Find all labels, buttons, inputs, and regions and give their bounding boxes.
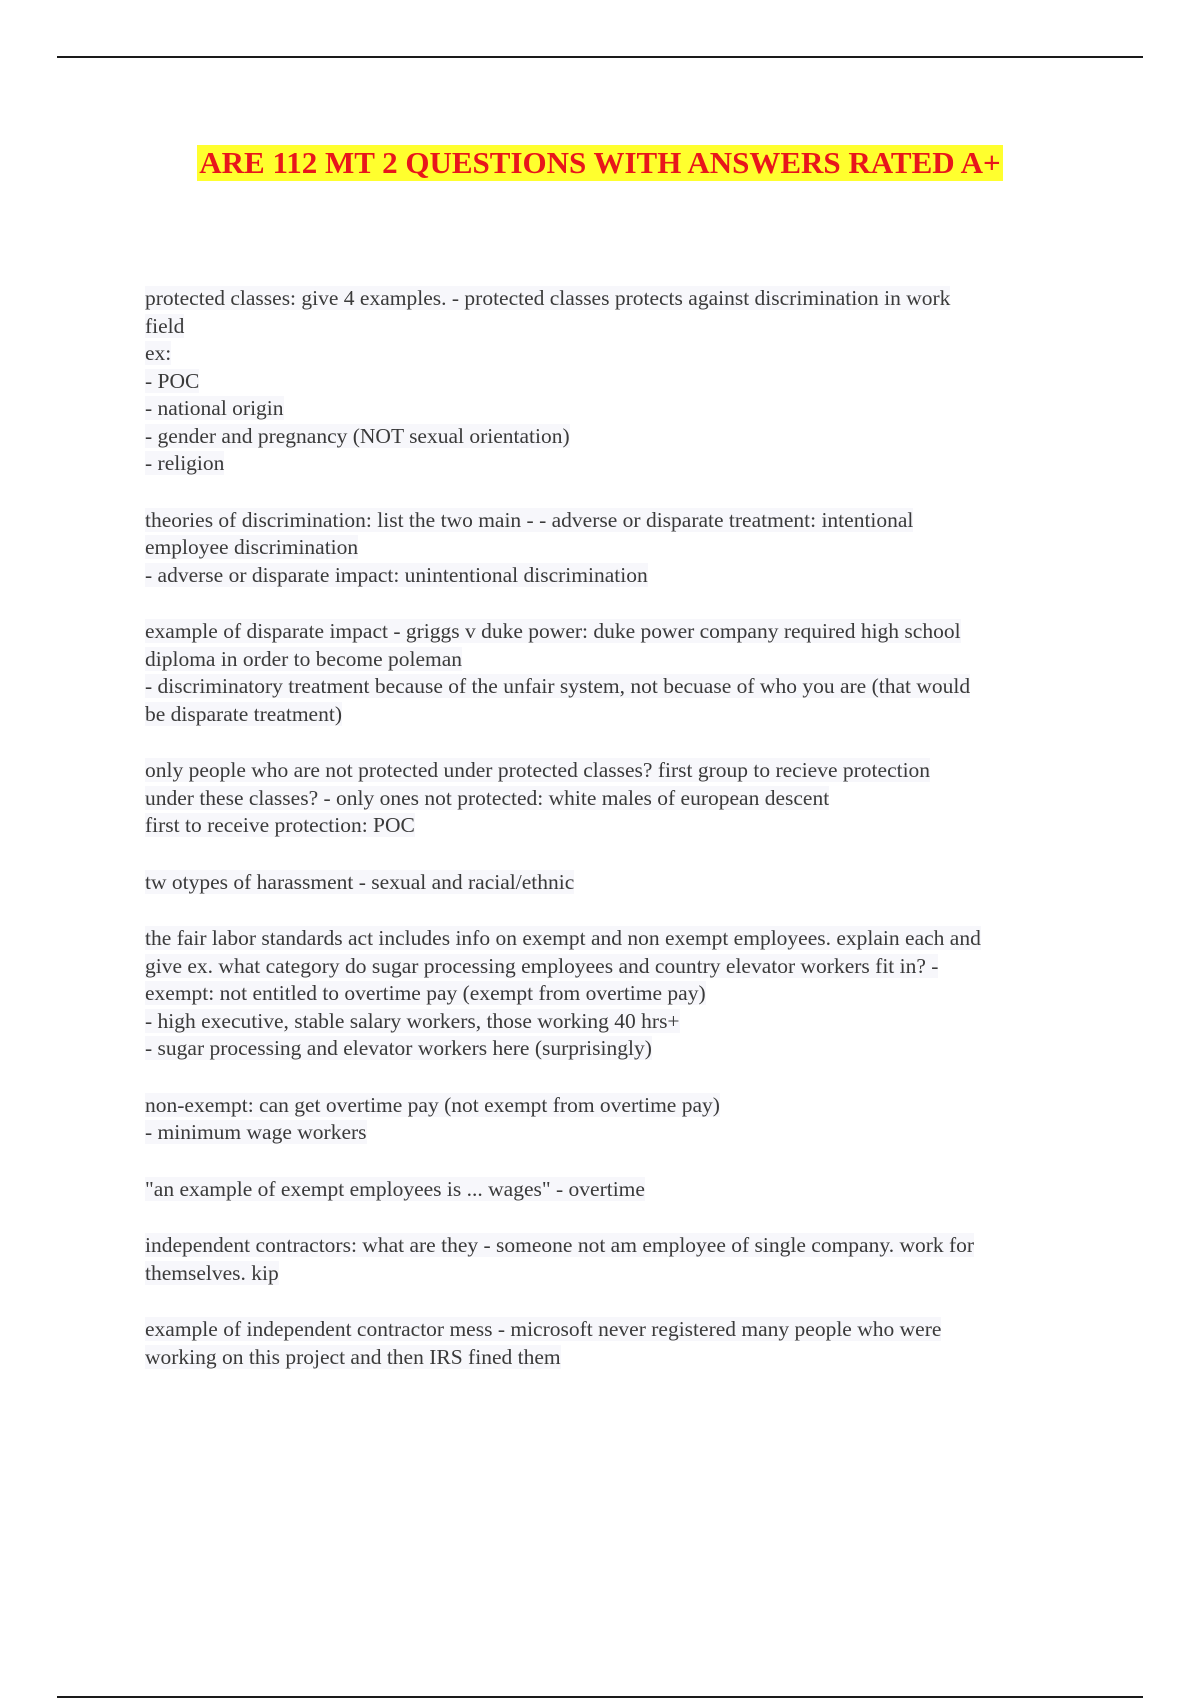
qa-block bbox=[145, 869, 1090, 897]
text-line bbox=[145, 673, 1090, 701]
text-line bbox=[145, 313, 1090, 341]
text-line-content: field bbox=[145, 313, 185, 338]
text-line bbox=[145, 562, 1090, 590]
text-line bbox=[145, 869, 1090, 897]
text-line bbox=[145, 395, 1090, 423]
text-line-content: - high executive, stable salary workers, those working 40 hrs+ bbox=[145, 1008, 680, 1033]
text-line-content: example of independent contractor mess - microsoft never registered many people who were bbox=[145, 1317, 942, 1341]
text-line-content: working on this project and then IRS fined them bbox=[145, 1344, 561, 1369]
text-line bbox=[145, 812, 1090, 840]
qa-block bbox=[145, 618, 1090, 728]
text-line-content: diploma in order to become poleman bbox=[145, 646, 463, 671]
qa-block bbox=[145, 1232, 1090, 1287]
text-line-content: first to receive protection: POC bbox=[145, 813, 415, 837]
text-line-content: - discriminatory treatment because of the unfair system, not becuase of who you are (that would bbox=[145, 674, 971, 698]
text-line-content: - religion bbox=[145, 451, 225, 475]
text-line bbox=[145, 1176, 1090, 1204]
text-line-content: ex: bbox=[145, 341, 172, 365]
text-line-content: themselves. kip bbox=[145, 1260, 279, 1285]
text-line-content: "an example of exempt employees is ... wages" - overtime bbox=[145, 1176, 645, 1201]
text-line bbox=[145, 1092, 1090, 1120]
text-line-content: example of disparate impact - griggs v duke power: duke power company required high school bbox=[145, 619, 961, 643]
text-line-content: protected classes: give 4 examples. - protected classes protects against discrimination in work bbox=[145, 286, 951, 310]
document-body bbox=[145, 285, 1090, 1400]
text-line-content: - minimum wage workers bbox=[145, 1120, 367, 1144]
qa-block bbox=[145, 1316, 1090, 1371]
text-line-content: - gender and pregnancy (NOT sexual orientation) bbox=[145, 423, 570, 448]
qa-block bbox=[145, 757, 1090, 840]
text-line-content: be disparate treatment) bbox=[145, 701, 342, 726]
text-line-content: - national origin bbox=[145, 396, 284, 420]
text-line bbox=[145, 1316, 1090, 1344]
text-line bbox=[145, 925, 1090, 953]
text-line-content: give ex. what category do sugar processing employees and country elevator workers fit in? - bbox=[145, 953, 939, 978]
text-line-content: exempt: not entitled to overtime pay (exempt from overtime pay) bbox=[145, 981, 706, 1005]
qa-block bbox=[145, 285, 1090, 478]
bottom-horizontal-rule bbox=[57, 1696, 1143, 1698]
text-line bbox=[145, 534, 1090, 562]
text-line bbox=[145, 368, 1090, 396]
text-line bbox=[145, 757, 1090, 785]
text-line bbox=[145, 340, 1090, 368]
title-container bbox=[0, 145, 1200, 181]
qa-block bbox=[145, 507, 1090, 590]
text-line bbox=[145, 1232, 1090, 1260]
document-title: ARE 112 MT 2 QUESTIONS WITH ANSWERS RATED A+ bbox=[199, 145, 1001, 180]
text-line bbox=[145, 1035, 1090, 1063]
text-line bbox=[145, 507, 1090, 535]
text-line bbox=[145, 1344, 1090, 1372]
text-line bbox=[145, 980, 1090, 1008]
text-line bbox=[145, 450, 1090, 478]
text-line-content: under these classes? - only ones not protected: white males of european descent bbox=[145, 785, 830, 810]
top-horizontal-rule bbox=[57, 56, 1143, 58]
qa-block bbox=[145, 925, 1090, 1063]
text-line bbox=[145, 701, 1090, 729]
text-line bbox=[145, 646, 1090, 674]
text-line-content: the fair labor standards act includes info on exempt and non exempt employees. explain each and bbox=[145, 926, 981, 950]
text-line-content: theories of discrimination: list the two main - - adverse or disparate treatment: intentional bbox=[145, 507, 914, 532]
text-line-content: - sugar processing and elevator workers here (surprisingly) bbox=[145, 1036, 652, 1060]
text-line bbox=[145, 423, 1090, 451]
text-line bbox=[145, 1260, 1090, 1288]
qa-block bbox=[145, 1176, 1090, 1204]
text-line-content: - adverse or disparate impact: unintentional discrimination bbox=[145, 562, 648, 587]
text-line bbox=[145, 785, 1090, 813]
text-line-content: tw otypes of harassment - sexual and racial/ethnic bbox=[145, 869, 575, 894]
text-line-content: independent contractors: what are they - someone not am employee of single company. work for bbox=[145, 1233, 975, 1257]
text-line bbox=[145, 285, 1090, 313]
text-line-content: non-exempt: can get overtime pay (not exempt from overtime pay) bbox=[145, 1092, 720, 1117]
text-line-content: only people who are not protected under protected classes? first group to recieve protection bbox=[145, 758, 931, 782]
text-line-content: - POC bbox=[145, 368, 200, 393]
text-line bbox=[145, 1119, 1090, 1147]
text-line bbox=[145, 618, 1090, 646]
text-line bbox=[145, 953, 1090, 981]
qa-block bbox=[145, 1092, 1090, 1147]
text-line bbox=[145, 1008, 1090, 1036]
text-line-content: employee discrimination bbox=[145, 535, 359, 559]
